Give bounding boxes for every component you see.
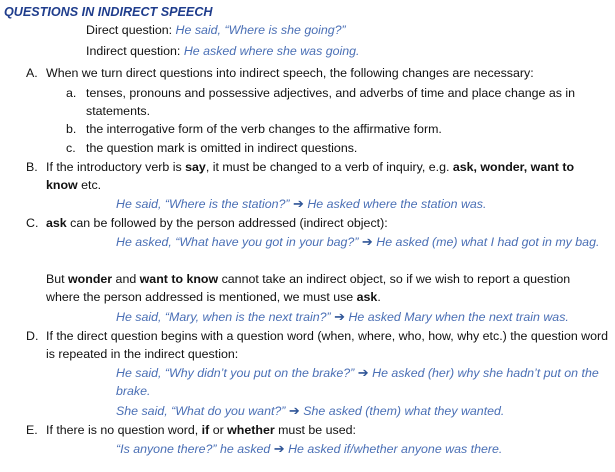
- keyword: ask: [356, 290, 378, 304]
- example-question: He said, “Why didn’t you put on the brake?”: [116, 366, 355, 380]
- arrow-right-icon: ➔: [357, 365, 369, 380]
- rule-letter: D.: [26, 329, 39, 343]
- rule-c-note: But wonder and want to know cannot take an indirect object, so if we wish to report a question where the person addressed is mentioned, we must use ask.: [46, 272, 571, 304]
- rule-letter: B.: [26, 160, 38, 174]
- rule-c-text: ask can be followed by the person addressed (indirect object):: [46, 216, 388, 230]
- rule-d-text: If the direct question begins with a question word (when, where, who, how, why etc.) the question word is repeated in the indirect question:: [46, 329, 609, 361]
- indirect-question-label: Indirect question:: [86, 44, 181, 58]
- rule-c-example-2: [116, 308, 607, 326]
- indirect-question-text: He asked where she was going.: [183, 44, 360, 58]
- example-question: She said, “What do you want?”: [116, 404, 286, 418]
- keyword: whether: [227, 423, 275, 437]
- rule-b: [26, 158, 609, 194]
- example-question: “Is anyone there?” he asked: [116, 442, 271, 456]
- direct-question-text: He said, “Where is she going?”: [175, 23, 346, 37]
- sub-letter: b.: [66, 122, 77, 136]
- example-answer: She asked (them) what they wanted.: [303, 404, 505, 418]
- arrow-right-icon: ➔: [361, 234, 373, 249]
- keyword: ask, wonder, want to know: [46, 160, 575, 192]
- keyword: if: [201, 423, 210, 437]
- rule-e-text: If there is no question word, if or whether must be used:: [46, 423, 356, 437]
- rule-letter: C.: [26, 216, 39, 230]
- rule-d: [26, 327, 609, 363]
- sub-text: the question mark is omitted in indirect questions.: [86, 141, 358, 155]
- keyword: wonder: [68, 272, 113, 286]
- rule-d-example-2: [116, 402, 607, 420]
- sub-text: tenses, pronouns and possessive adjectives, and adverbs of time and place change as in statements.: [86, 86, 576, 118]
- arrow-right-icon: ➔: [273, 441, 285, 456]
- rule-a-sub-b: [66, 120, 609, 138]
- rule-d-example-1: [116, 364, 607, 400]
- example-question: He asked, “What have you got in your bag?”: [116, 235, 359, 249]
- sub-letter: c.: [66, 141, 76, 155]
- rule-e: [26, 421, 609, 439]
- rule-letter: E.: [26, 423, 38, 437]
- page-title: QUESTIONS IN INDIRECT SPEECH: [4, 5, 213, 19]
- example-question: He said, “Where is the station?”: [116, 197, 290, 211]
- rule-b-example: [116, 195, 607, 213]
- rule-a-sub-c: [66, 139, 609, 157]
- rule-a-text: When we turn direct questions into indirect speech, the following changes are necessary:: [46, 66, 534, 80]
- example-answer: He asked Mary when the next train was.: [348, 310, 569, 324]
- direct-question-label: Direct question:: [86, 23, 173, 37]
- indirect-question-example: [86, 42, 359, 60]
- arrow-right-icon: ➔: [334, 309, 345, 324]
- arrow-right-icon: ➔: [288, 403, 300, 418]
- rule-e-example: [116, 440, 607, 458]
- keyword: ask: [46, 216, 67, 230]
- keyword: say: [185, 160, 206, 174]
- example-answer: He asked (her) why she hadn’t put on the brake.: [116, 366, 599, 398]
- rule-c: [26, 214, 609, 232]
- example-answer: He asked if/whether anyone was there.: [288, 442, 503, 456]
- keyword: want to know: [139, 272, 219, 286]
- arrow-right-icon: ➔: [293, 196, 304, 211]
- rule-a-sub-a: [66, 84, 609, 120]
- sub-text: the interrogative form of the verb changes to the affirmative form.: [86, 122, 442, 136]
- sub-letter: a.: [66, 86, 77, 100]
- rule-letter: A.: [26, 66, 38, 80]
- rule-a: [26, 64, 609, 82]
- rule-b-text: If the introductory verb is say, it must be changed to a verb of inquiry, e.g. ask, wonder, want to know etc.: [46, 160, 575, 192]
- example-answer: He asked where the station was.: [307, 197, 487, 211]
- example-question: He said, “Mary, when is the next train?”: [116, 310, 331, 324]
- rule-c-example-1: [116, 233, 607, 251]
- example-answer: He asked (me) what I had got in my bag.: [376, 235, 600, 249]
- direct-question-example: [86, 21, 346, 39]
